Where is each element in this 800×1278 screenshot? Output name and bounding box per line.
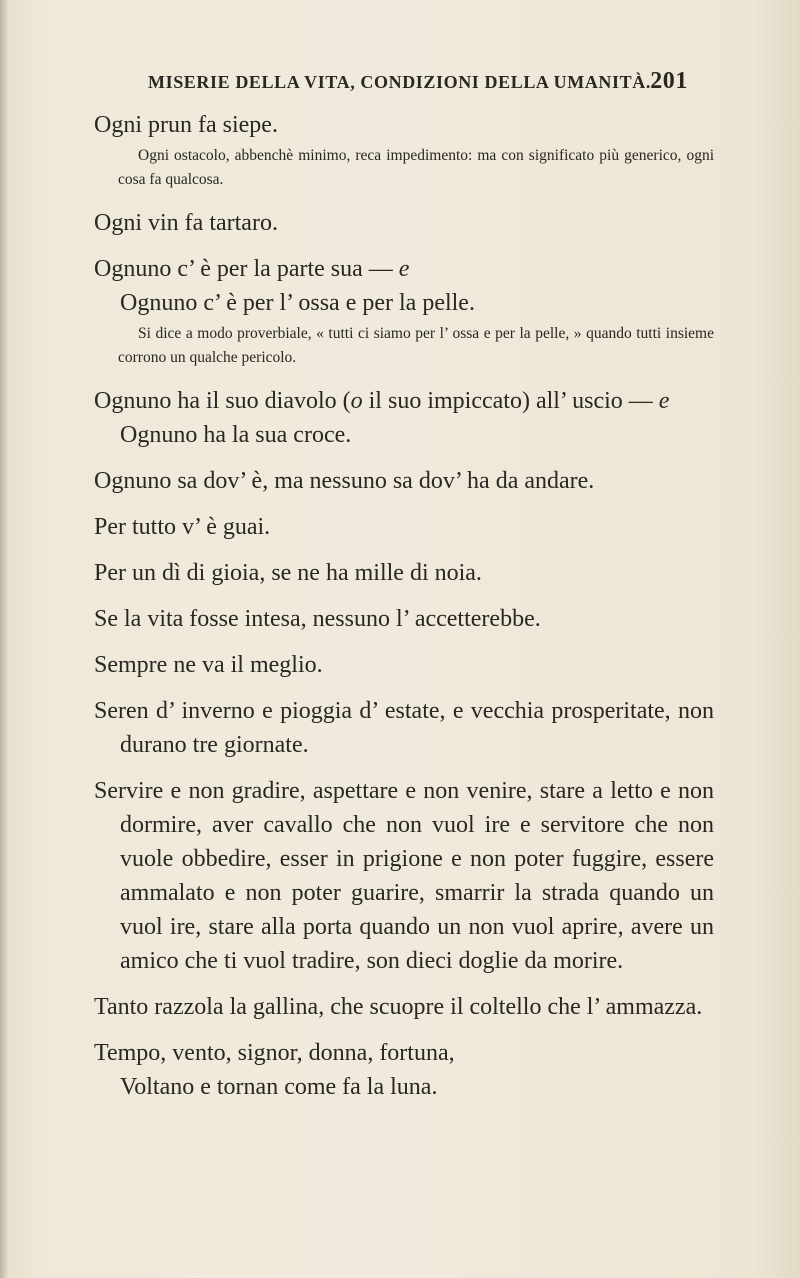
proverb-continuation: Ognuno ha la sua croce. [120,422,352,448]
page-gutter-edge [0,0,8,1278]
proverb-entry [94,1036,714,1104]
proverb-text: Tanto razzola la gallina, che scuopre il coltello che l’ ammazza. [94,994,703,1020]
proverb-entry [94,602,714,636]
proverb-list [94,108,714,1104]
proverb-entry [94,774,714,978]
proverb-entry [94,252,714,370]
proverb-text: Se la vita fosse intesa, nessuno l’ accetterebbe. [94,606,541,632]
proverb-text: Ogni vin fa tartaro. [94,210,278,236]
connector-word: e [658,388,670,414]
proverb-entry [94,556,714,590]
running-header [148,68,688,100]
proverb-text: Ognuno c’ è per la parte sua — e [94,256,410,282]
proverb-entry [94,108,714,192]
proverb-entry [94,694,714,762]
proverb-continuation: Ognuno c’ è per l’ ossa e per la pelle. [120,290,475,316]
proverb-text: Ognuno sa dov’ è, ma nessuno sa dov’ ha da andare. [94,468,595,494]
proverb-text: Sempre ne va il meglio. [94,652,323,678]
proverb-continuation: Voltano e tornan come fa la luna. [120,1074,438,1100]
connector-word: e [398,256,410,282]
proverb-text: Servire e non gradire, aspettare e non venire, stare a letto e non dormire, aver cavallo che non vuol ire e servitore che non vuole obbedire, esser in prigione e non poter fuggire, essere ammalato e non poter guarire, smarrir la strada quando un vuol ire, stare alla porta quando un non vuol aprire, avere un amico che ti vuol tradire, son dieci doglie da morire. [94,778,714,974]
proverb-entry [94,206,714,240]
proverb-entry [94,648,714,682]
page-number: 201 [650,68,688,94]
proverb-entry [94,464,714,498]
running-title: MISERIE DELLA VITA, CONDIZIONI DELLA UMANITÀ. [148,72,651,92]
proverb-entry [94,990,714,1024]
proverb-text: Seren d’ inverno e pioggia d’ estate, e vecchia prosperitate, non durano tre giornate. [94,698,714,758]
proverb-text: Ognuno ha il suo diavolo (o il suo impiccato) all’ uscio — e [94,388,670,414]
proverb-text: Per tutto v’ è guai. [94,514,271,540]
proverb-entry [94,510,714,544]
proverb-gloss: Ogni ostacolo, abbenchè minimo, reca impedimento: ma con significato più generico, ogni cosa fa qualcosa. [118,147,714,188]
proverb-entry [94,384,714,452]
proverb-text: Per un dì di gioia, se ne ha mille di noia. [94,560,482,586]
proverb-text: Ogni prun fa siepe. [94,112,278,138]
proverb-text: Tempo, vento, signor, donna, fortuna, [94,1040,455,1066]
proverb-gloss: Si dice a modo proverbiale, « tutti ci siamo per l’ ossa e per la pelle, » quando tutti insieme corrono un qualche pericolo. [118,325,714,366]
